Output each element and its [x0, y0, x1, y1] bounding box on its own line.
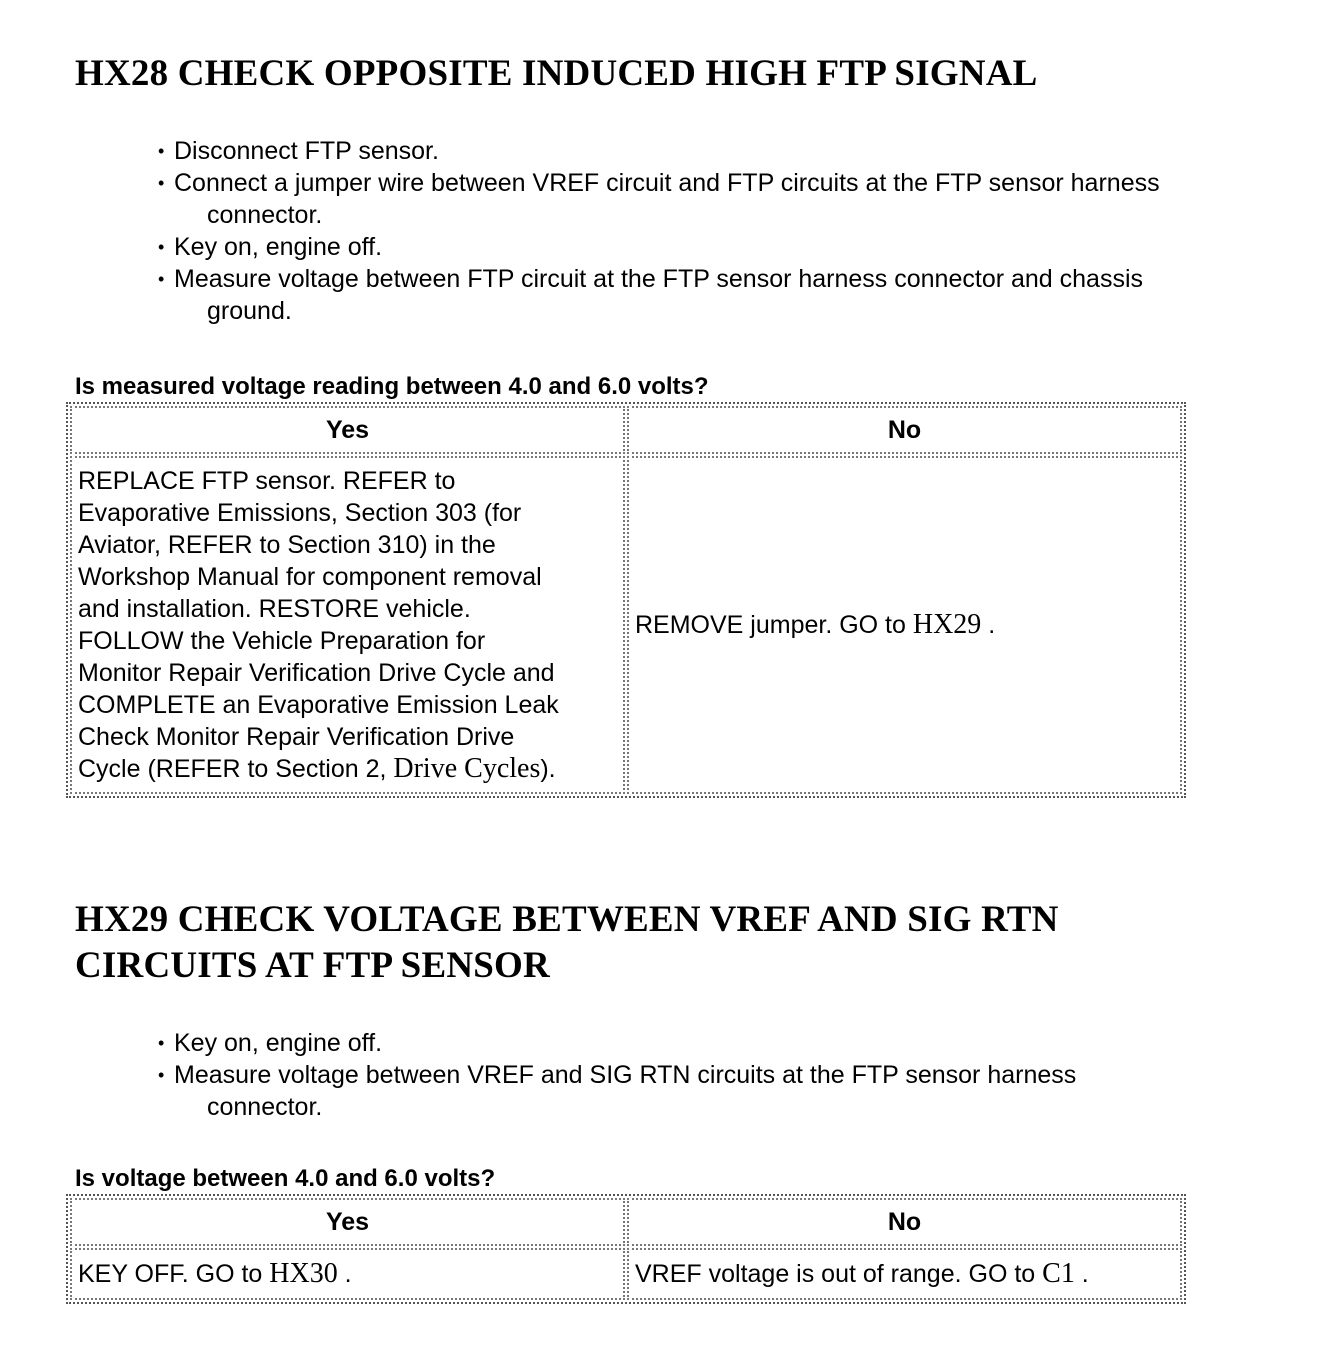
- section-heading-hx29: HX29 CHECK VOLTAGE BETWEEN VREF AND SIG RTN CIRCUITS AT FTP SENSOR: [75, 899, 1059, 986]
- bullet-icon: •: [158, 1033, 165, 1053]
- question-hx28: Is measured voltage reading between 4.0 and 6.0 volts?: [75, 373, 709, 400]
- steps-list-hx28: [158, 135, 1160, 327]
- list-item: • Measure voltage between VREF and SIG RTN circuits at the FTP sensor harness connector.: [158, 1061, 1077, 1121]
- list-item: • Connect a jumper wire between VREF circuit and FTP circuits at the FTP sensor harness connector.: [158, 169, 1160, 229]
- hx30-link[interactable]: HX30: [269, 1258, 338, 1289]
- steps-list-hx29: [158, 1027, 1076, 1123]
- section-heading-hx28: HX28 CHECK OPPOSITE INDUCED HIGH FTP SIGNAL: [75, 53, 1038, 94]
- bullet-icon: •: [158, 237, 165, 257]
- bullet-icon: •: [158, 173, 165, 193]
- yes-cell: KEY OFF. GO to HX30 .: [70, 1248, 625, 1300]
- list-item: • Key on, engine off.: [158, 1029, 383, 1057]
- no-header: No: [627, 1198, 1182, 1246]
- list-item: • Measure voltage between FTP circuit at the FTP sensor harness connector and chassis ground.: [158, 265, 1144, 325]
- hx29-link[interactable]: HX29: [912, 609, 982, 640]
- yes-header: Yes: [70, 406, 625, 454]
- list-item: • Disconnect FTP sensor.: [158, 137, 439, 165]
- yes-cell: REPLACE FTP sensor. REFER to Evaporative Emissions, Section 303 (for Aviator, REFER to Section 310) in the Workshop Manual for component removal and installation. RESTORE vehicle. FOLLOW the Vehicle Preparation for Monitor Repair Verification Drive Cycle and COMPLETE an Evaporative Emission Leak Check Monitor Repair Verification Drive Cycle (REFER to Section 2, Drive Cycles).: [70, 456, 625, 794]
- list-item: • Key on, engine off.: [158, 233, 383, 261]
- yes-header: Yes: [70, 1198, 625, 1246]
- bullet-icon: •: [158, 1065, 165, 1085]
- decision-table-hx29: [66, 1194, 1186, 1304]
- no-cell: REMOVE jumper. GO to HX29 .: [627, 456, 1182, 794]
- bullet-icon: •: [158, 141, 165, 161]
- question-hx29: Is voltage between 4.0 and 6.0 volts?: [75, 1165, 496, 1192]
- no-header: No: [627, 406, 1182, 454]
- decision-table-hx28: [66, 402, 1186, 798]
- bullet-icon: •: [158, 269, 165, 289]
- c1-link[interactable]: C1: [1042, 1258, 1075, 1289]
- drive-cycles-link[interactable]: Drive Cycles: [393, 753, 541, 784]
- no-cell: VREF voltage is out of range. GO to C1 .: [627, 1248, 1182, 1300]
